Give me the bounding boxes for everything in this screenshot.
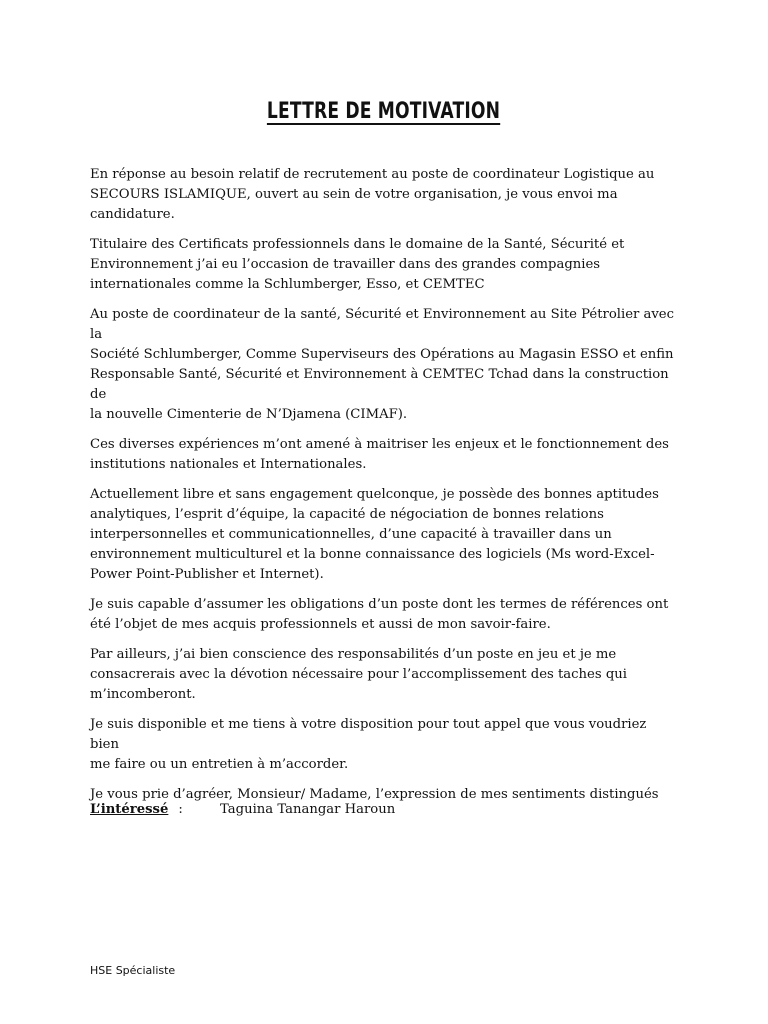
- paragraph-positions: Au poste de coordinateur de la santé, Sécurité et Environnement au Site Pétrolier avec la Société Schlumberger, Comme Superviseurs des Opérations au Magasin ESSO et enfin Responsable Santé, Sécurité et Environnement à CEMTEC Tchad dans la construction de la nouvelle Cimenterie de N’Djamena (CIMAF).: [90, 307, 674, 422]
- signature-label: L’intéressé: [90, 802, 169, 817]
- signature-block: [90, 800, 396, 820]
- title-text: LETTRE DE MOTIVATION: [267, 99, 501, 124]
- footer-text: HSE Spécialiste: [90, 964, 176, 977]
- paragraph-intro: En réponse au besoin relatif de recrutement au poste de coordinateur Logistique au SECOURS ISLAMIQUE, ouvert au sein de votre organisation, je vous envoi ma candidature.: [90, 167, 655, 222]
- paragraph-availability: Je suis disponible et me tiens à votre disposition pour tout appel que vous voudriez bien me faire ou un entretien à m’accorder.: [90, 717, 647, 772]
- paragraph-capability: Je suis capable d’assumer les obligations d’un poste dont les termes de références ont été l’objet de mes acquis professionnels et aussi de mon savoir-faire.: [90, 597, 669, 632]
- letter-body: [90, 165, 678, 815]
- signature-colon: :: [178, 802, 183, 817]
- signature-name: Taguina Tanangar Haroun: [220, 802, 396, 817]
- paragraph-commitment: Par ailleurs, j’ai bien conscience des responsabilités d’un poste en jeu et je me consacrerais avec la dévotion nécessaire pour l’accomplissement des taches qui m’incomberont.: [90, 647, 627, 702]
- paragraph-certificates: Titulaire des Certificats professionnels dans le domaine de la Santé, Sécurité et Environnement j’ai eu l’occasion de travailler dans des grandes compagnies internationales comme la Schlumberger, Esso, et CEMTEC: [90, 237, 625, 292]
- document-title: [0, 88, 768, 126]
- paragraph-skills: Actuellement libre et sans engagement quelconque, je possède des bonnes aptitudes analytiques, l’esprit d’équipe, la capacité de négociation de bonnes relations interpersonnelles et communicationnelles, d’une capacité à travailler dans un environnement multiculturel et la bonne connaissance des logiciels (Ms word-Excel- Power Point-Publisher et Internet).: [90, 487, 659, 582]
- paragraph-experience: Ces diverses expériences m’ont amené à maitriser les enjeux et le fonctionnement des institutions nationales et Internationales.: [90, 437, 669, 472]
- paragraph-closing: Je vous prie d’agréer, Monsieur/ Madame, l’expression de mes sentiments distingués: [90, 787, 659, 802]
